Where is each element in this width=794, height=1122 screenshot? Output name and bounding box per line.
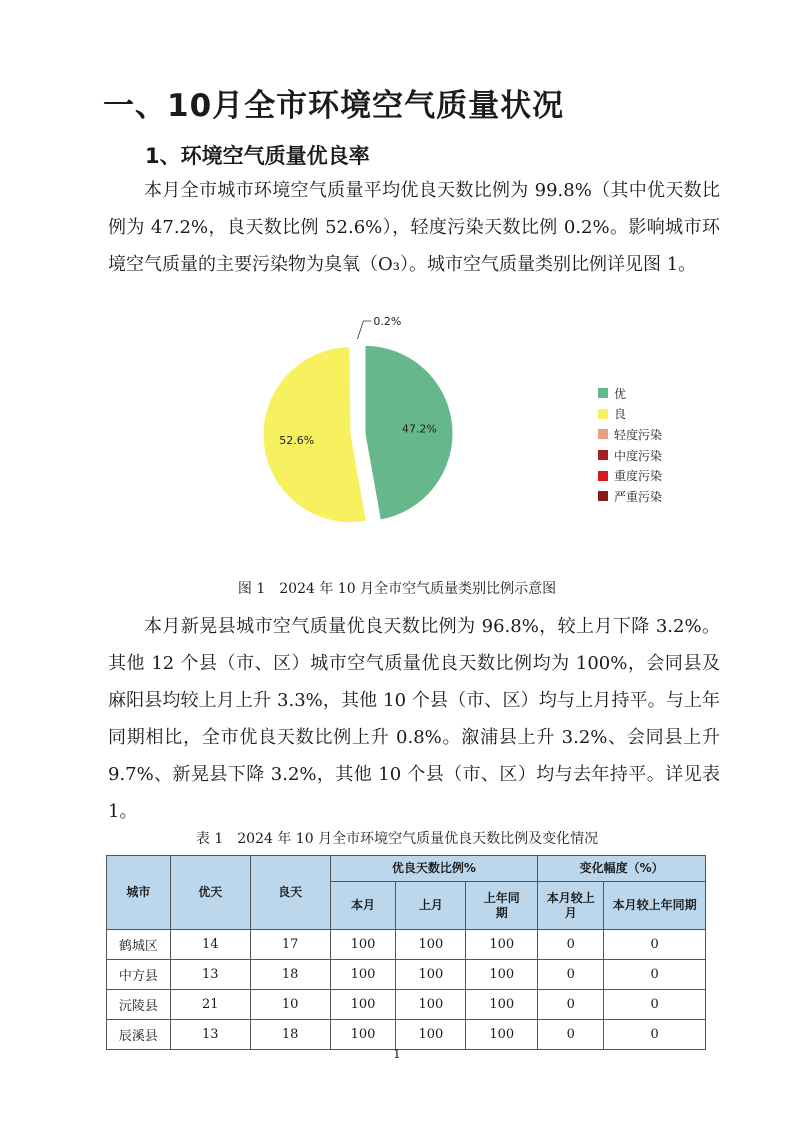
table-row <box>107 930 706 960</box>
legend-item-heavy-pollution <box>598 465 662 486</box>
cell-this-month: 100 <box>330 960 396 990</box>
legend-swatch <box>598 450 608 460</box>
table-caption: 表 1 2024 年 10 月全市环境空气质量优良天数比例及变化情况 <box>195 831 599 847</box>
cell-excellent: 13 <box>170 960 250 990</box>
pie-slice <box>357 339 358 427</box>
cell-city: 沅陵县 <box>107 990 171 1020</box>
legend-item-severe-pollution <box>598 486 662 507</box>
pie-slice-label: 47.2% <box>401 422 437 436</box>
legend-item-good <box>598 404 662 425</box>
section-title: 一、10月全市环境空气质量状况 <box>103 88 565 124</box>
table-row <box>107 1020 706 1050</box>
cell-last-year: 100 <box>466 930 538 960</box>
header-excellent-days: 优天 <box>170 856 250 930</box>
header-vs-last-month: 本月较上月 <box>538 882 604 930</box>
cell-last-year: 100 <box>466 960 538 990</box>
figure-caption: 图 1 2024 年 10 月全市空气质量类别比例示意图 <box>237 581 557 597</box>
legend-swatch <box>598 409 608 419</box>
page-number: 1 <box>393 1047 401 1061</box>
cell-good: 10 <box>250 990 330 1020</box>
cell-excellent: 13 <box>170 1020 250 1050</box>
cell-last-year: 100 <box>466 990 538 1020</box>
header-this-month: 本月 <box>330 882 396 930</box>
cell-excellent: 21 <box>170 990 250 1020</box>
cell-vs-last-month: 0 <box>538 990 604 1020</box>
header-last-month: 上月 <box>396 882 466 930</box>
legend-label: 中度污染 <box>614 448 663 463</box>
table-row <box>107 990 706 1020</box>
cell-city: 鹤城区 <box>107 930 171 960</box>
legend-label: 严重污染 <box>614 489 663 504</box>
pie-slice-label: 0.2% <box>373 315 402 329</box>
legend-item-light-pollution <box>598 424 662 445</box>
cell-good: 18 <box>250 960 330 990</box>
cell-vs-last-month: 0 <box>538 960 604 990</box>
legend-swatch <box>598 471 608 481</box>
cell-last-year: 100 <box>466 1020 538 1050</box>
paragraph-county-comparison: 本月新晃县城市空气质量优良天数比例为 96.8%，较上月下降 3.2%。其他 12 个县（市、区）城市空气质量优良天数比例均为 100%，会同县及麻阳县均较上月上升 3.3%，其他 10 个县（市、区）均与上月持平。与上年同期相比，全市优良天数比例上升 0.8%。溆浦县上升 3.2%、会同县上升 9.7%、新晃县下降 3.2%，其他 10 个县（市、区）均与去年持平。详见表 1。 <box>108 616 720 822</box>
cell-excellent: 14 <box>170 930 250 960</box>
subsection-title: 1、环境空气质量优良率 <box>145 144 370 168</box>
cell-vs-last-month: 0 <box>538 1020 604 1050</box>
pie-group <box>263 315 453 523</box>
legend-label: 轻度污染 <box>614 427 663 442</box>
cell-vs-last-year: 0 <box>604 990 706 1020</box>
cell-vs-last-year: 0 <box>604 960 706 990</box>
legend-swatch <box>598 388 608 398</box>
table-row <box>107 960 706 990</box>
header-ratio-group: 优良天数比例% <box>330 856 538 882</box>
pie-leader-line <box>357 321 371 339</box>
cell-last-month: 100 <box>396 990 466 1020</box>
legend-label: 优 <box>614 386 627 401</box>
cell-last-month: 100 <box>396 1020 466 1050</box>
cell-this-month: 100 <box>330 930 396 960</box>
cell-good: 17 <box>250 930 330 960</box>
legend-swatch <box>598 429 608 439</box>
cell-vs-last-month: 0 <box>538 930 604 960</box>
legend-item-moderate-pollution <box>598 445 662 466</box>
cell-last-month: 100 <box>396 960 466 990</box>
cell-this-month: 100 <box>330 990 396 1020</box>
header-good-days: 良天 <box>250 856 330 930</box>
header-change-group: 变化幅度（%） <box>538 856 706 882</box>
cell-this-month: 100 <box>330 1020 396 1050</box>
cell-city: 辰溪县 <box>107 1020 171 1050</box>
cell-vs-last-year: 0 <box>604 930 706 960</box>
cell-vs-last-year: 0 <box>604 1020 706 1050</box>
paragraph-air-quality-summary: 本月全市城市环境空气质量平均优良天数比例为 99.8%（其中优天数比例为 47.2%，良天数比例 52.6%），轻度污染天数比例 0.2%。影响城市环境空气质量的主要污染物为臭氧（O₃）。城市空气质量类别比例详见图 1。 <box>108 180 720 275</box>
header-vs-last-year: 本月较上年同期 <box>604 882 706 930</box>
legend-label: 良 <box>614 407 627 422</box>
legend-label: 重度污染 <box>614 469 663 484</box>
header-city: 城市 <box>107 856 171 930</box>
pie-slice-label: 52.6% <box>279 433 315 447</box>
legend-item-excellent <box>598 383 662 404</box>
air-quality-table <box>106 855 706 1050</box>
header-last-year: 上年同期 <box>466 882 538 930</box>
cell-good: 18 <box>250 1020 330 1050</box>
chart-legend <box>598 383 662 507</box>
cell-city: 中方县 <box>107 960 171 990</box>
cell-last-month: 100 <box>396 930 466 960</box>
legend-swatch <box>598 491 608 501</box>
